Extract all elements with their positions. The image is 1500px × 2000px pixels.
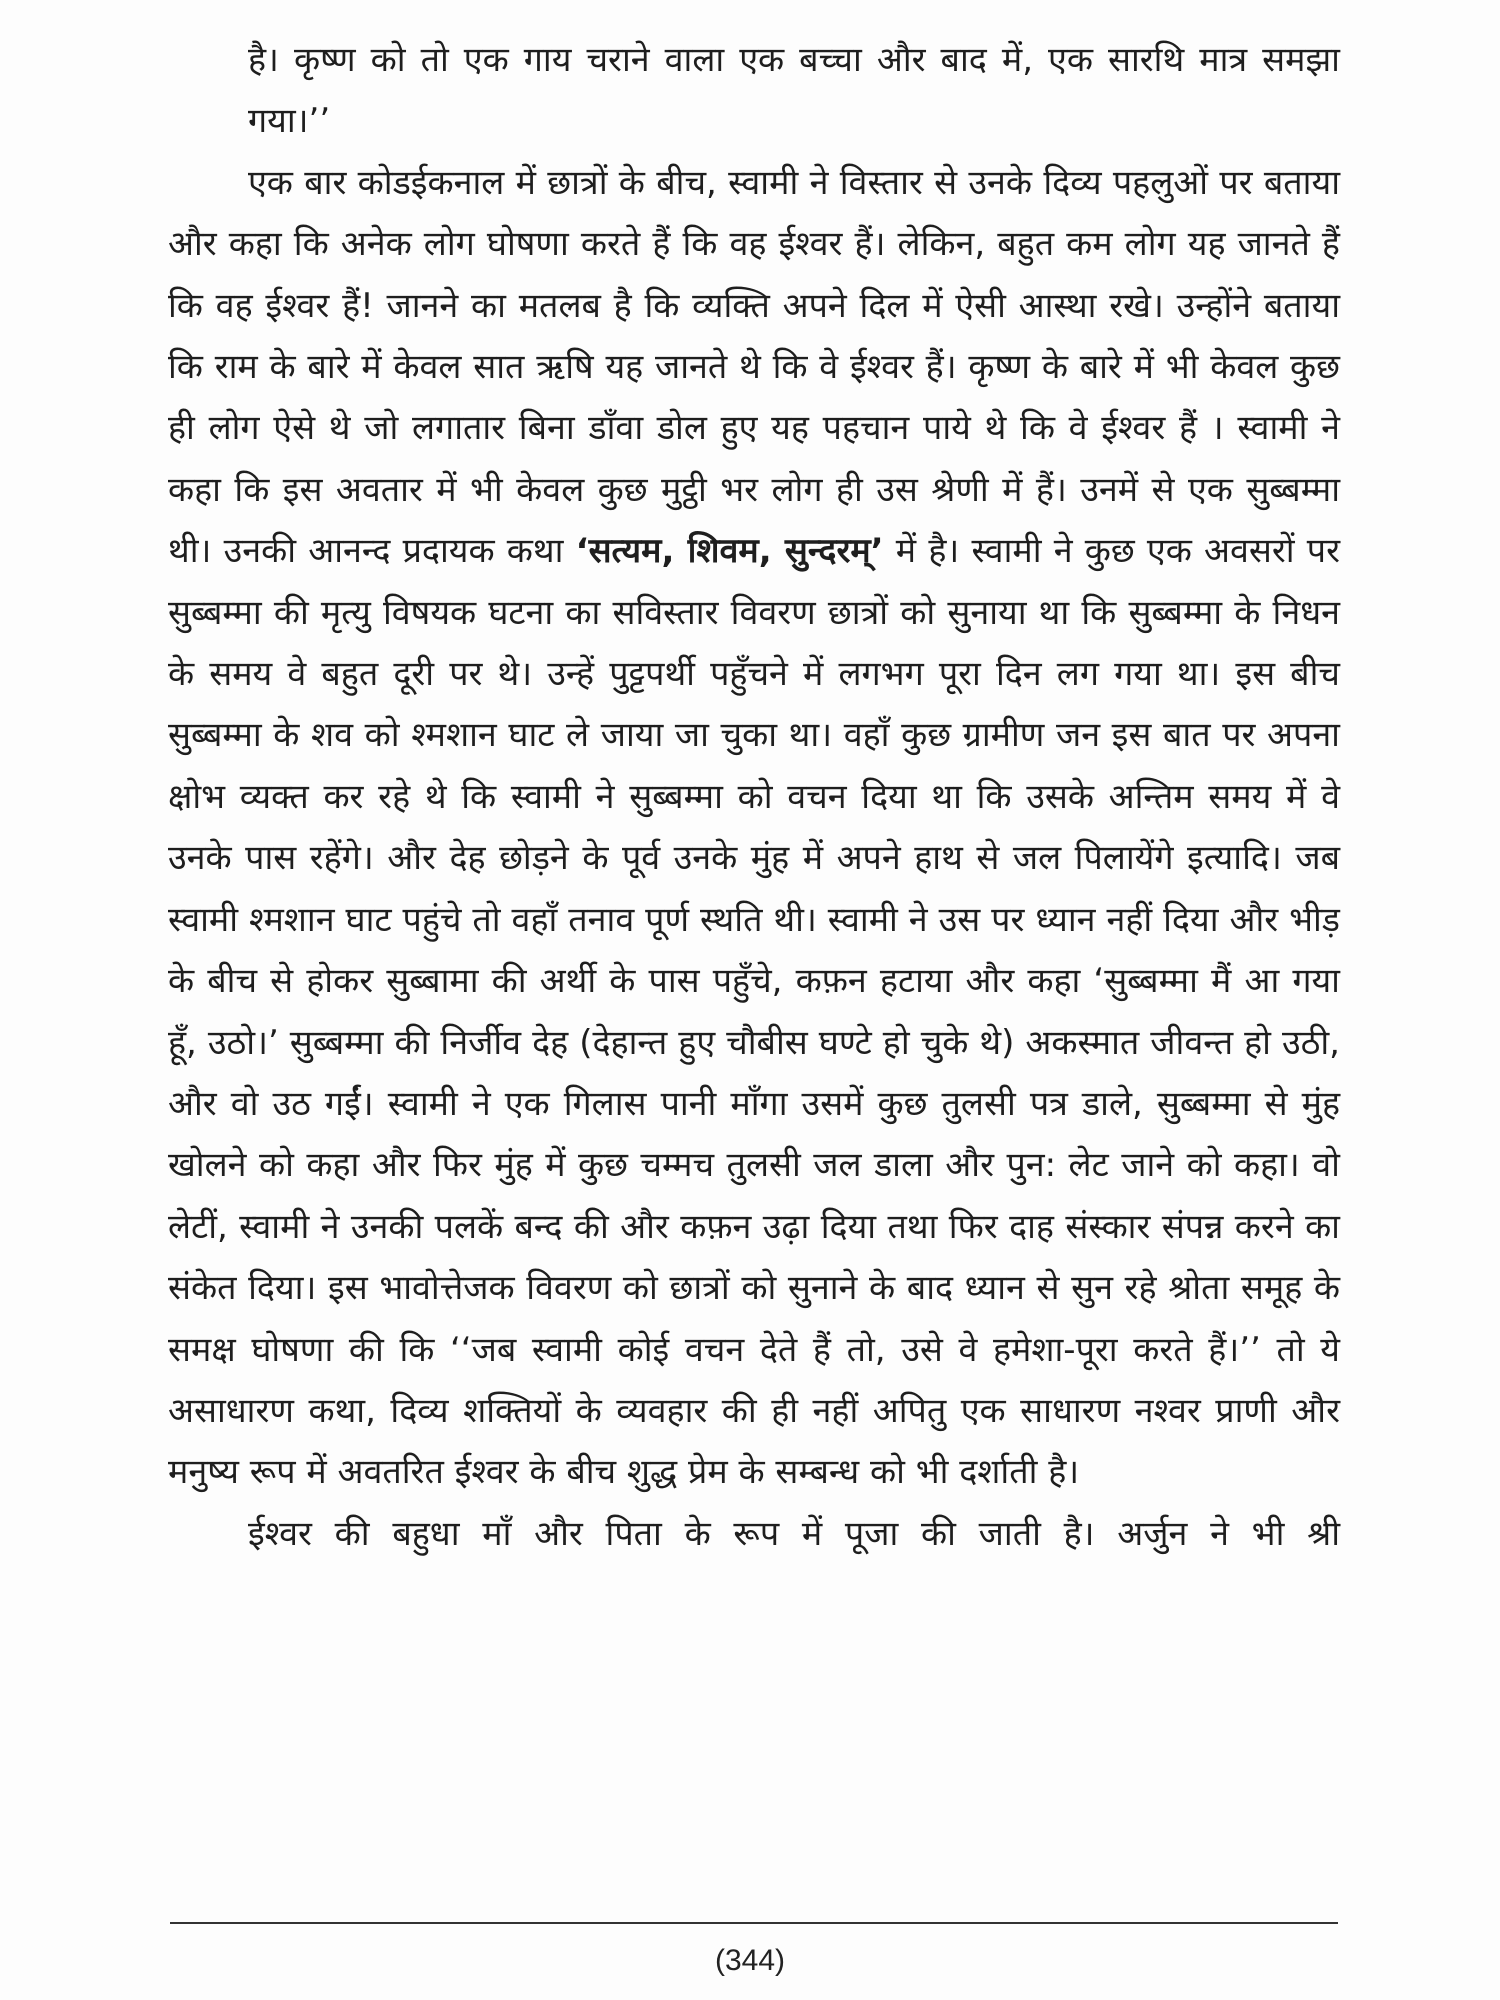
body-text xyxy=(168,30,1340,1565)
paragraph-text: में है। स्वामी ने कुछ एक अवसरों पर सुब्बम्मा की मृत्यु विषयक घटना का सविस्तार विवरण छात्रों को सुनाया था कि सुब्बम्मा के निधन के समय वे बहुत दूरी पर थे। उन्हें पुट्टपर्थी पहुँचने में लगभग पूरा दिन लग गया था। इस बीच सुब्बम्मा के शव को श्मशान घाट ले जाया जा चुका था। वहाँ कुछ ग्रामीण जन इस बात पर अपना क्षोभ व्यक्त कर रहे थे कि स्वामी ने सुब्बम्मा को वचन दिया था कि उसके अन्तिम समय में वे उनके पास रहेंगे। और देह छोड़ने के पूर्व उनके मुंह में अपने हाथ से जल पिलायेंगे इत्यादि। जब स्वामी श्मशान घाट पहुंचे तो वहाँ तनाव पूर्ण स्थति थी। स्वामी ने उस पर ध्यान नहीं दिया और भीड़ के बीच से होकर सुब्बामा की अर्थी के पास पहुँचे, कफ़न हटाया और कहा ‘सुब्बम्मा मैं आ गया हूँ, उठो।’ सुब्बम्मा की निर्जीव देह (देहान्त हुए चौबीस घण्टे हो चुके थे) अकस्मात जीवन्त हो उठी, और वो उठ गईं। स्वामी ने एक गिलास पानी माँगा उसमें कुछ तुलसी पत्र डाले, सुब्बम्मा से मुंह खोलने को कहा और फिर मुंह में कुछ चम्मच तुलसी जल डाला और पुन: लेट जाने को कहा। वो लेटीं, स्वामी ने उनकी पलकें बन्द की और कफ़न उढ़ा दिया तथा फिर दाह संस्कार संपन्न करने का संकेत दिया। इस भावोत्तेजक विवरण को छात्रों को सुनाने के बाद ध्यान से सुन रहे श्रोता समूह के समक्ष घोषणा की कि ‘‘जब स्वामी कोई वचन देते हैं तो, उसे वे हमेशा-पूरा करते हैं।’’ तो ये असाधारण कथा, दिव्य शक्तियों के व्यवहार की ही नहीं अपितु एक साधारण नश्वर प्राणी और मनुष्य रूप में अवतरित ईश्वर के बीच शुद्ध प्रेम के सम्बन्ध को भी दर्शाती है। xyxy=(168,531,1340,1493)
book-title-bold: ‘सत्यम, शिवम, सुन्दरम्’ xyxy=(575,531,884,572)
paragraph-text: है। कृष्ण को तो एक गाय चराने वाला एक बच्चा और बाद में, एक सारथि मात्र समझा गया।’’ xyxy=(248,40,1340,142)
footer-divider xyxy=(170,1922,1338,1924)
paragraph-text: एक बार कोडईकनाल में छात्रों के बीच, स्वामी ने विस्तार से उनके दिव्य पहलुओं पर बताया और कहा कि अनेक लोग घोषणा करते हैं कि वह ईश्वर हैं। लेकिन, बहुत कम लोग यह जानते हैं कि वह ईश्वर हैं! जानने का मतलब है कि व्यक्ति अपने दिल में ऐसी आस्था रखे। उन्होंने बताया कि राम के बारे में केवल सात ऋषि यह जानते थे कि वे ईश्वर हैं। कृष्ण के बारे में भी केवल कुछ ही लोग ऐसे थे जो लगातार बिना डाँवा डोल हुए यह पहचान पाये थे कि वे ईश्वर हैं । स्वामी ने कहा कि इस अवतार में भी केवल कुछ मुट्ठी भर लोग ही उस श्रेणी में हैं। उनमें से एक सुब्बम्मा थी। उनकी आनन्द प्रदायक कथा xyxy=(168,162,1340,572)
paragraph-continuation xyxy=(168,30,1340,153)
paragraph-text: ईश्वर की बहुधा माँ और पिता के रूप में पूजा की जाती है। अर्जुन ने भी श्री xyxy=(248,1513,1340,1554)
paragraph-subbamma-story xyxy=(168,153,1340,1504)
page-number: (344) xyxy=(714,1944,786,1977)
paragraph-final xyxy=(168,1504,1340,1565)
